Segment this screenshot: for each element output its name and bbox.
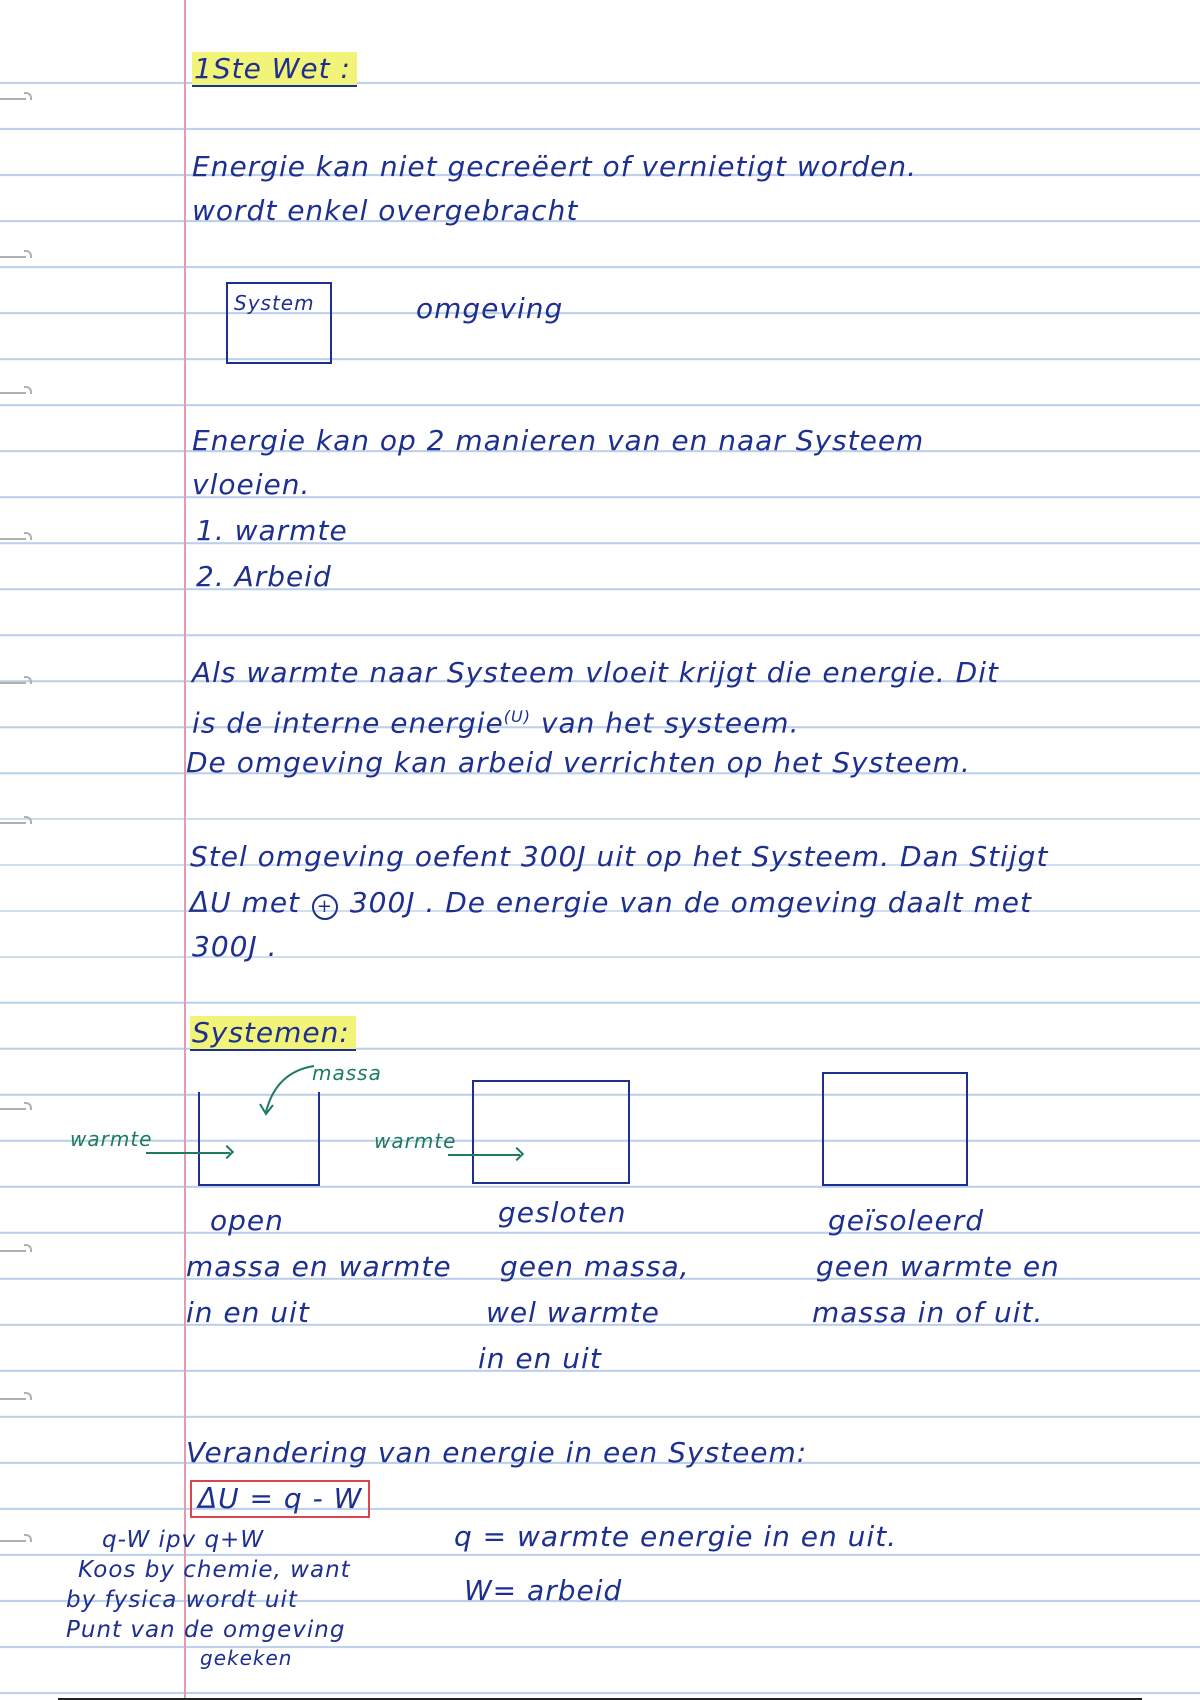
side-note-4: Punt van de omgeving (66, 1617, 346, 1643)
example-line-3: 300J . (192, 930, 278, 963)
open-desc-1: massa en warmte (186, 1250, 452, 1283)
isolated-system-box (822, 1072, 968, 1186)
heat-line-2: is de interne energie$^{(U)}$ van het systeem. (192, 706, 800, 740)
law-line-1: Energie kan niet gecreëert of vernietigt worden. (192, 150, 918, 183)
side-note-1: q-W ipv q+W (102, 1527, 265, 1553)
binder-mark (0, 392, 26, 394)
heat-line-1: Als warmte naar Systeem vloeit krijgt die energie. Dit (192, 656, 999, 689)
side-note-2: Koos by chemie, want (78, 1557, 351, 1583)
closed-desc-3: in en uit (478, 1342, 602, 1375)
open-system-box (198, 1092, 320, 1186)
binder-mark (0, 1108, 26, 1110)
flow-line-2: vloeien. (192, 468, 311, 501)
change-heading: Verandering van energie in een Systeem: (186, 1436, 808, 1469)
flow-item-heat: 1. warmte (196, 514, 348, 547)
side-note-3: by fysica wordt uit (66, 1587, 298, 1613)
open-desc-2: in en uit (186, 1296, 310, 1329)
heat-label-open: warmte (70, 1127, 153, 1151)
w-definition: W= arbeid (464, 1574, 623, 1607)
heat-line-3: De omgeving kan arbeid verrichten op het Systeem. (186, 746, 971, 779)
page-heading: 1Ste Wet : (192, 52, 357, 86)
isolated-desc-1: geen warmte en (816, 1250, 1060, 1283)
circled-plus: + (312, 894, 338, 920)
heat-label-closed: warmte (374, 1129, 457, 1153)
system-box-label: System (234, 291, 315, 315)
binder-mark (0, 682, 26, 684)
binder-mark (0, 538, 26, 540)
closed-title: gesloten (498, 1196, 627, 1229)
surroundings-label: omgeving (416, 292, 564, 325)
example-line-2: ΔU met + 300J . De energie van de omgeving daalt met (190, 886, 1033, 919)
binder-mark (0, 1398, 26, 1400)
binder-mark (0, 1540, 26, 1542)
open-title: open (210, 1204, 284, 1237)
binder-mark (0, 822, 26, 824)
closed-desc-1: geen massa, (500, 1250, 690, 1283)
closed-desc-2: wel warmte (486, 1296, 660, 1329)
example-line-1: Stel omgeving oefent 300J uit op het Systeem. Dan Stijgt (190, 840, 1049, 873)
flow-line-1: Energie kan op 2 manieren van en naar Systeem (192, 424, 925, 457)
flow-item-work: 2. Arbeid (196, 560, 332, 593)
side-note-5: gekeken (200, 1646, 293, 1670)
heat-arrow-closed-icon (448, 1154, 520, 1156)
binder-mark (0, 1250, 26, 1252)
binder-mark (0, 256, 26, 258)
systems-heading: Systemen: (190, 1016, 356, 1050)
q-definition: q = warmte energie in en uit. (454, 1520, 898, 1553)
mass-label: massa (312, 1061, 382, 1085)
law-line-2: wordt enkel overgebracht (192, 194, 579, 227)
closed-system-box (472, 1080, 630, 1184)
isolated-title: geïsoleerd (828, 1204, 985, 1237)
binder-mark (0, 98, 26, 100)
isolated-desc-2: massa in of uit. (812, 1296, 1044, 1329)
heat-arrow-open-icon (146, 1152, 230, 1154)
formula-box: ΔU = q - W (190, 1480, 370, 1518)
